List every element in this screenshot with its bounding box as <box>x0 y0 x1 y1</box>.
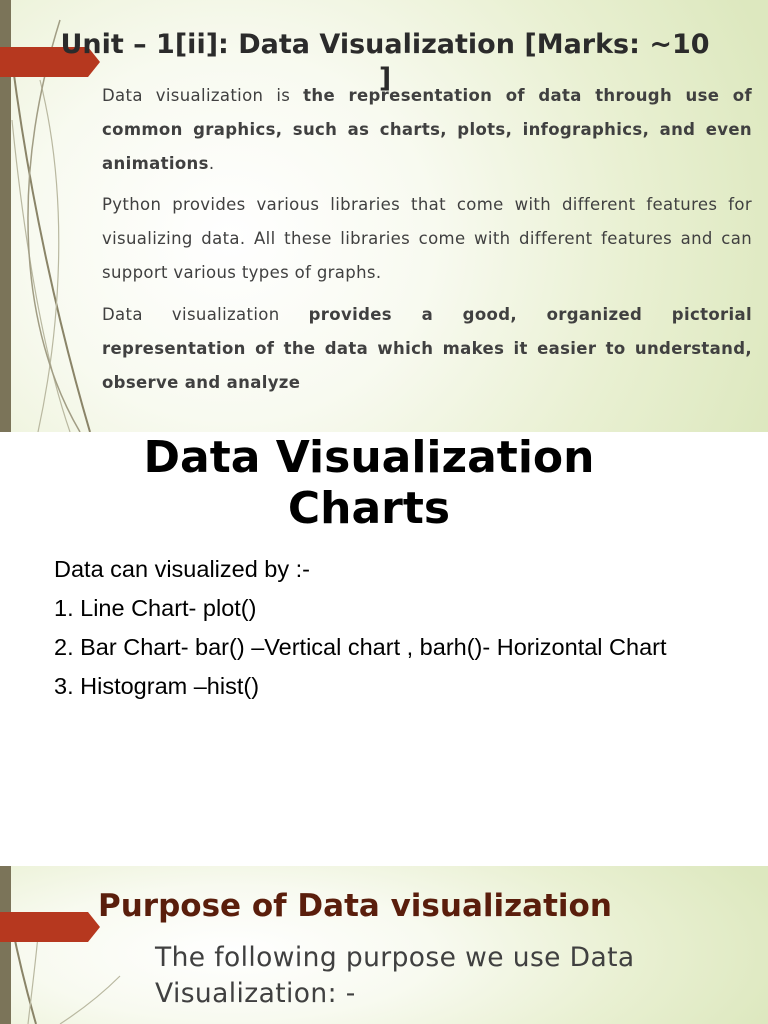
slide-3-subtitle: The following purpose we use Data Visualization: - <box>155 942 635 1009</box>
slide-3 <box>0 866 768 1024</box>
paragraph-text-end: . <box>208 154 215 173</box>
list-item: Data can visualized by :- <box>54 556 311 582</box>
paragraph-python-libraries <box>102 188 752 290</box>
list-item: 2. Bar Chart- bar() –Vertical chart , barh()- Horizontal Chart <box>54 634 667 660</box>
slide-3-title: Purpose of Data visualization <box>98 888 612 924</box>
paragraph-bold-text: provides a good, organized pictorial representation of the data which makes it easier to understand, observe and analyze <box>102 305 752 392</box>
slide-1 <box>0 0 768 432</box>
slide-1-title: Unit – 1[ii]: Data Visualization [Marks: ~10 ] <box>60 29 710 94</box>
paragraph-benefits <box>102 298 752 400</box>
accent-arrow-tab <box>0 912 100 942</box>
paragraph-text: Data visualization <box>102 305 309 324</box>
paragraph-definition <box>102 79 752 181</box>
slide-2-title <box>0 432 738 534</box>
slide-2-title-line-2: Charts <box>287 483 451 534</box>
list-item: 3. Histogram –hist() <box>54 673 260 699</box>
list-item: 1. Line Chart- plot() <box>54 595 257 621</box>
paragraph-text: Data visualization is <box>102 86 304 105</box>
slide-2 <box>0 432 768 866</box>
chart-types-list <box>54 550 667 706</box>
paragraph-text: Python provides various libraries that come with different features for visualizing data. All these libraries come with different features and can support various types of graphs. <box>102 195 752 282</box>
slide-2-title-line-1: Data Visualization <box>143 432 595 483</box>
paragraph-bold-text: the representation of data through use of common graphics, such as charts, plots, infographics, and even animations <box>102 86 752 173</box>
